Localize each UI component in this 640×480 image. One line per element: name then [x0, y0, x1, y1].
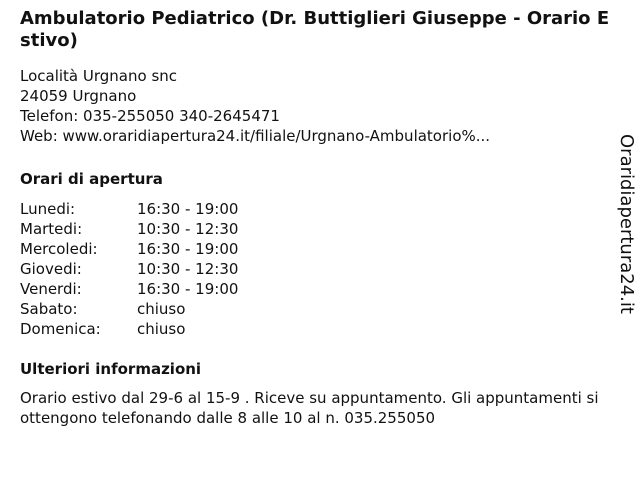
hours-row	[20, 299, 238, 319]
site-watermark	[612, 134, 638, 314]
day-hours: 16:30 - 19:00	[137, 200, 239, 218]
day-label: Lunedi:	[20, 200, 76, 218]
day-label: Venerdi:	[20, 280, 82, 298]
main-content	[20, 8, 610, 428]
hours-row	[20, 259, 238, 279]
day-hours: chiuso	[137, 320, 186, 338]
web-link[interactable]: Web: www.oraridiapertura24.it/filiale/Urgnano-Ambulatorio%...	[20, 127, 491, 145]
more-info-heading: Ulteriori informazioni	[20, 360, 202, 378]
more-info-text: Orario estivo dal 29-6 al 15-9 . Riceve su appuntamento. Gli appuntamenti si ottengono telefonando dalle 8 alle 10 al n. 035.255050	[20, 389, 599, 427]
day-hours: 10:30 - 12:30	[137, 260, 239, 278]
address-block	[20, 66, 610, 146]
watermark-text: Oraridiapertura24.it	[616, 134, 637, 314]
day-hours: 16:30 - 19:00	[137, 240, 239, 258]
day-label: Martedi:	[20, 220, 83, 238]
page-title: Ambulatorio Pediatrico (Dr. Buttiglieri Giuseppe - Orario Estivo)	[20, 8, 610, 51]
hours-row	[20, 219, 238, 239]
hours-row	[20, 199, 238, 219]
day-label: Mercoledi:	[20, 240, 98, 258]
hours-row	[20, 319, 238, 339]
hours-heading: Orari di apertura	[20, 170, 163, 188]
day-label: Sabato:	[20, 300, 78, 318]
hours-row	[20, 279, 238, 299]
address-city: 24059 Urgnano	[20, 87, 137, 105]
opening-hours-table	[20, 199, 238, 339]
day-label: Giovedi:	[20, 260, 82, 278]
hours-row	[20, 239, 238, 259]
day-hours: 16:30 - 19:00	[137, 280, 239, 298]
address-street: Località Urgnano snc	[20, 67, 178, 85]
phone-numbers: Telefon: 035-255050 340-2645471	[20, 107, 280, 125]
day-label: Domenica:	[20, 320, 101, 338]
day-hours: chiuso	[137, 300, 186, 318]
day-hours: 10:30 - 12:30	[137, 220, 239, 238]
